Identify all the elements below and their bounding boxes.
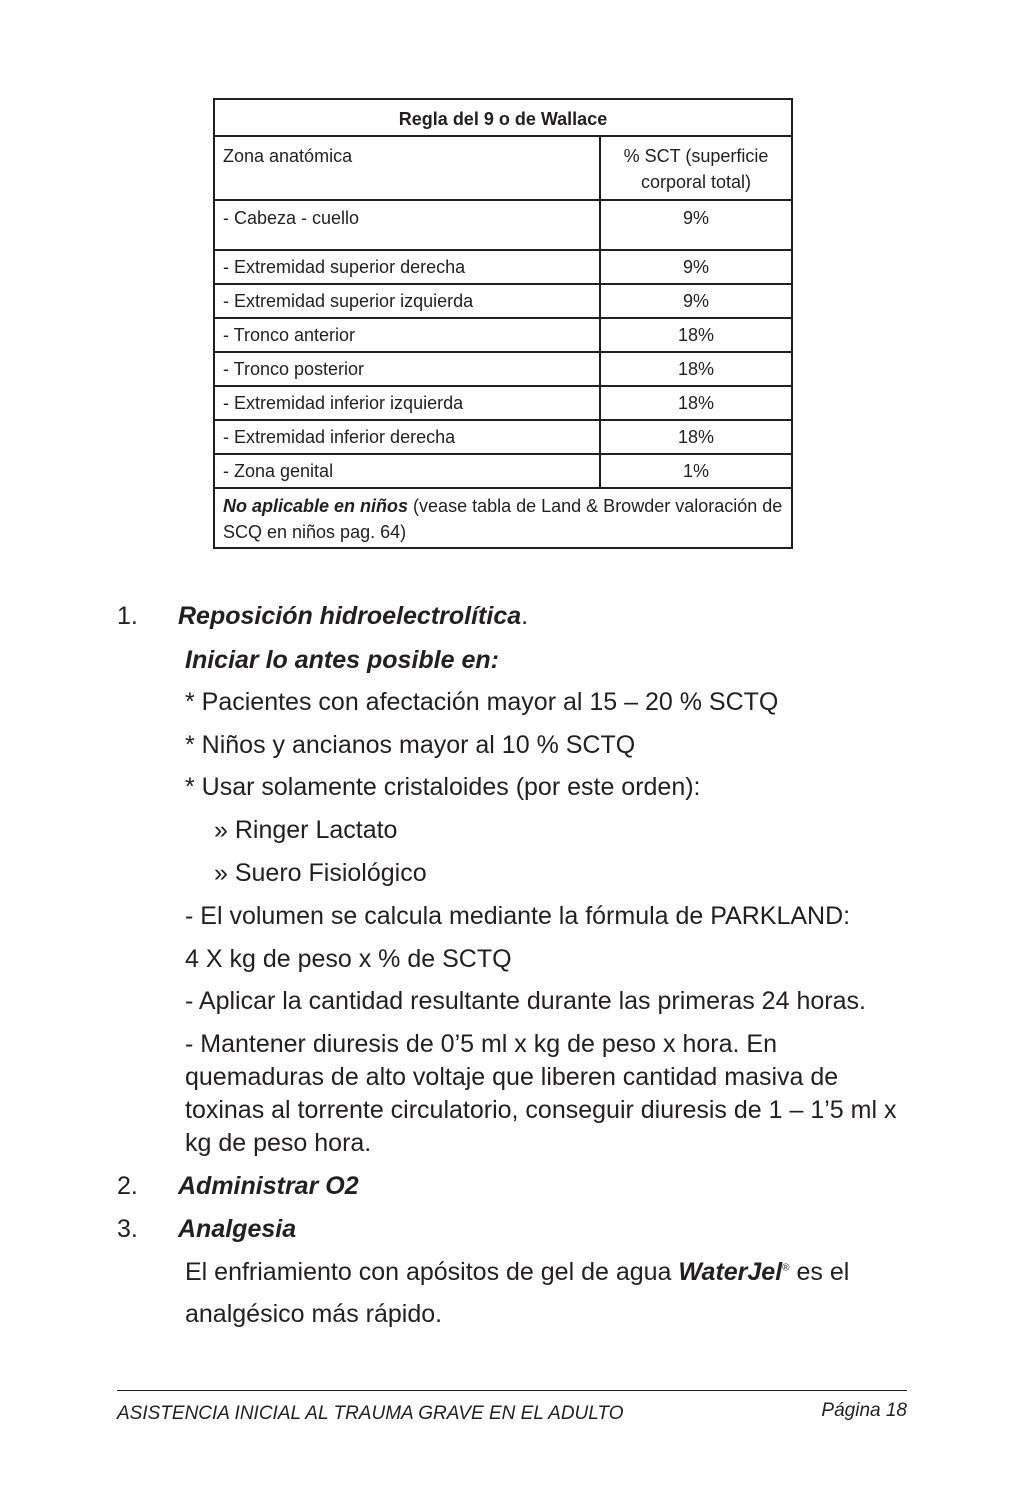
pct-cell: 9%	[600, 284, 792, 318]
table-title: Regla del 9 o de Wallace	[214, 99, 792, 136]
item-title: Analgesia	[178, 1215, 297, 1243]
table-row	[214, 454, 792, 488]
column-header-zone: Zona anatómica	[214, 136, 600, 200]
pct-cell: 18%	[600, 352, 792, 386]
wallace-rule-table	[213, 98, 793, 549]
item-title: Reposición hidroelectrolítica.	[178, 602, 529, 630]
analgesia-text-line2: analgésico más rápido.	[185, 1300, 443, 1328]
pct-cell: 18%	[600, 386, 792, 420]
footer-divider	[117, 1390, 907, 1391]
footer-book-title: ASISTENCIA INICIAL AL TRAUMA GRAVE EN EL ADULTO	[117, 1403, 624, 1424]
table-row	[214, 352, 792, 386]
page-number: Página 18	[821, 1400, 907, 1421]
table-row	[214, 318, 792, 352]
diuresis-paragraph: - Mantener diuresis de 0’5 ml x kg de peso x hora. En quemaduras de alto voltaje que liberen cantidad masiva de toxinas al torrente circulatorio, conseguir diuresis de 1 – 1’5 ml x kg de peso hora.	[185, 1030, 897, 1157]
registered-mark: ®	[782, 1262, 790, 1274]
table-row	[214, 250, 792, 284]
pct-cell: 18%	[600, 420, 792, 454]
zone-cell: - Extremidad superior derecha	[214, 250, 600, 284]
list-item: * Niños y ancianos mayor al 10 % SCTQ	[185, 731, 636, 759]
list-item: * Usar solamente cristaloides (por este orden):	[185, 773, 701, 801]
pct-cell: 9%	[600, 250, 792, 284]
sub-list-item: » Suero Fisiológico	[214, 859, 427, 887]
zone-cell: - Extremidad inferior izquierda	[214, 386, 600, 420]
table-note-bold: No aplicable en niños	[223, 496, 409, 516]
table-note	[214, 488, 792, 548]
brand-name: WaterJel	[678, 1258, 783, 1286]
table-row	[214, 200, 792, 250]
zone-cell: - Cabeza - cuello	[214, 200, 600, 250]
list-item: - El volumen se calcula mediante la fórmula de PARKLAND:	[185, 902, 851, 930]
sub-list-item: » Ringer Lactato	[214, 816, 398, 844]
zone-cell: - Zona genital	[214, 454, 600, 488]
list-item: * Pacientes con afectación mayor al 15 – 20 % SCTQ	[185, 688, 779, 716]
column-header-pct-line2: corporal total)	[640, 172, 752, 192]
formula: 4 X kg de peso x % de SCTQ	[185, 945, 512, 973]
pct-cell: 1%	[600, 454, 792, 488]
column-header-pct	[600, 136, 792, 200]
item-subtitle: Iniciar lo antes posible en:	[185, 646, 499, 674]
pct-cell: 9%	[600, 200, 792, 250]
list-item: - Aplicar la cantidad resultante durante las primeras 24 horas.	[185, 987, 866, 1015]
zone-cell: - Tronco posterior	[214, 352, 600, 386]
zone-cell: - Tronco anterior	[214, 318, 600, 352]
column-header-pct-line1: % SCT (superficie	[623, 146, 769, 166]
item-title: Administrar O2	[178, 1172, 359, 1200]
zone-cell: - Extremidad superior izquierda	[214, 284, 600, 318]
table-row	[214, 420, 792, 454]
zone-cell: - Extremidad inferior derecha	[214, 420, 600, 454]
table-note-text: (vease tabla de Land & Browder valoración de SCQ en niños pag. 64)	[223, 496, 783, 542]
list-number: 1.	[117, 602, 138, 630]
list-number: 2.	[117, 1172, 138, 1200]
pct-cell: 18%	[600, 318, 792, 352]
analgesia-text: El enfriamiento con apósitos de gel de agua WaterJel® es el	[185, 1258, 850, 1286]
table-row	[214, 284, 792, 318]
list-number: 3.	[117, 1215, 138, 1243]
table-row	[214, 386, 792, 420]
